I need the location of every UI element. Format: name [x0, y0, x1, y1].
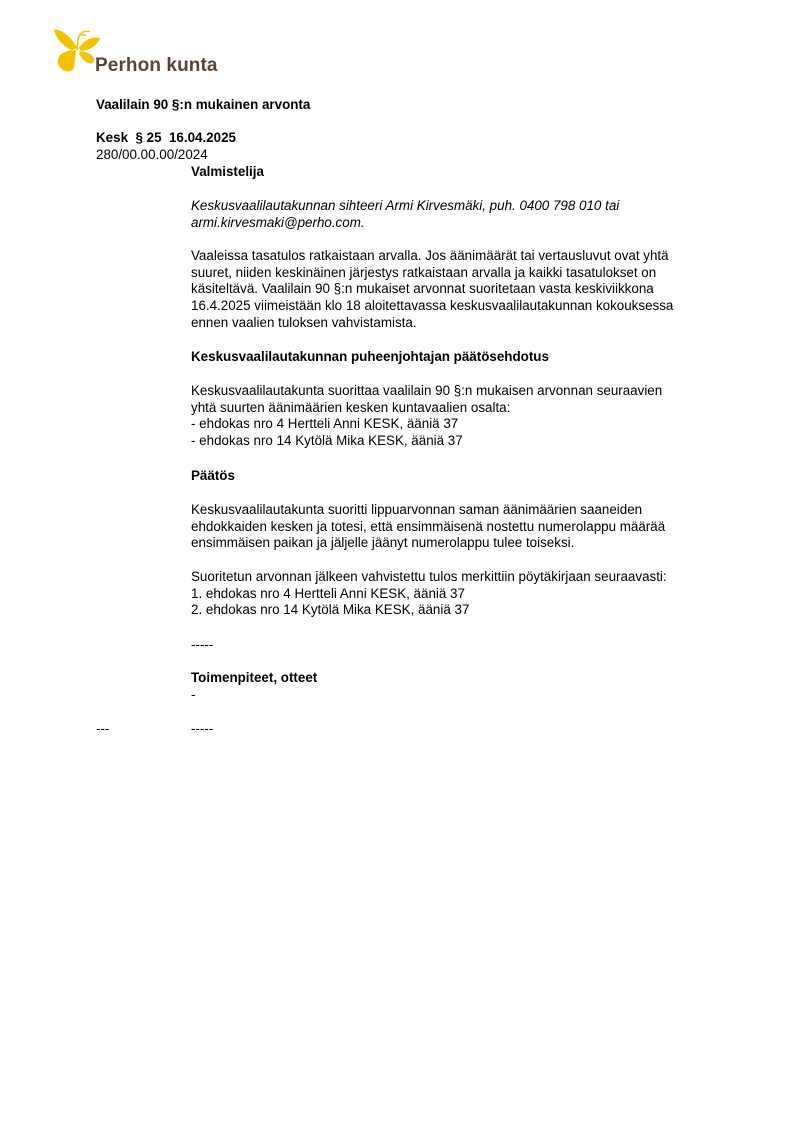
decision-line: ehdokkaiden kesken ja totesi, että ensimmäisenä nostettu numerolappu määrää	[191, 518, 666, 534]
footer-separator-right: -----	[191, 721, 214, 736]
result-line: Suoritetun arvonnan jälkeen vahvistettu tulos merkittiin pöytäkirjaan seuraavasti:	[191, 569, 667, 584]
body-line: Vaaleissa tasatulos ratkaistaan arvalla. Jos äänimäärät tai vertausluvut ovat yhtä	[191, 248, 669, 263]
decision-line: ensimmäisen paikan ja jäljelle jäänyt numerolappu tulee toiseksi.	[191, 535, 575, 551]
body-line: käsiteltävä. Vaalilain 90 §:n mukaiset arvonnat suoritetaan vasta keskiviikkona	[191, 281, 654, 297]
proposal-line: Keskusvaalilautakunta suorittaa vaalilain 90 §:n mukaisen arvonnan seuraavien	[191, 383, 663, 398]
decision-body	[191, 502, 731, 552]
body-line: 16.4.2025 viimeistään klo 18 aloitettavassa keskusvaalilautakunnan kokouksessa	[191, 298, 674, 314]
reference-number: 280/00.00.00/2024	[96, 147, 208, 162]
meeting-line: Kesk § 25 16.04.2025	[96, 130, 236, 145]
actions-heading: Toimenpiteet, otteet	[191, 670, 318, 685]
decision-line: Keskusvaalilautakunta suoritti lippuarvonnan saman äänimäärien saaneiden	[191, 502, 643, 517]
document-title: Vaalilain 90 §:n mukainen arvonta	[96, 97, 311, 112]
result-line: 1. ehdokas nro 4 Hertteli Anni KESK, ääniä 37	[191, 585, 465, 601]
decision-heading: Päätös	[191, 468, 235, 483]
municipality-logo	[52, 28, 222, 80]
preparer-heading: Valmistelija	[191, 164, 264, 179]
preparer-section	[191, 164, 731, 181]
preparer-contact-email: armi.kirvesmaki@perho.com.	[191, 214, 365, 230]
preparer-contact-line: Keskusvaalilautakunnan sihteeri Armi Kirvesmäki, puh. 0400 798 010 tai	[191, 198, 620, 213]
decision-separator: -----	[191, 637, 214, 652]
decision-result	[191, 569, 731, 619]
proposal-body	[191, 383, 731, 450]
preparer-body	[191, 248, 731, 332]
preparer-contact	[191, 198, 731, 231]
body-line: suuret, niiden keskinäinen järjestys ratkaistaan arvalla ja kaikki tasatulokset on	[191, 264, 657, 280]
actions-value: -	[191, 687, 196, 702]
logo-text: Perhon kunta	[95, 55, 218, 76]
footer-separator-left: ---	[96, 721, 110, 736]
result-line: 2. ehdokas nro 14 Kytölä Mika KESK, ääniä 37	[191, 602, 470, 618]
proposal-line: - ehdokas nro 4 Hertteli Anni KESK, ääniä 37	[191, 416, 459, 432]
proposal-heading: Keskusvaalilautakunnan puheenjohtajan päätösehdotus	[191, 349, 549, 364]
body-line: ennen vaalien tuloksen vahvistamista.	[191, 314, 417, 330]
proposal-line: - ehdokas nro 14 Kytölä Mika KESK, ääniä 37	[191, 433, 463, 449]
proposal-line: yhtä suurten äänimäärien kesken kuntavaalien osalta:	[191, 399, 511, 415]
